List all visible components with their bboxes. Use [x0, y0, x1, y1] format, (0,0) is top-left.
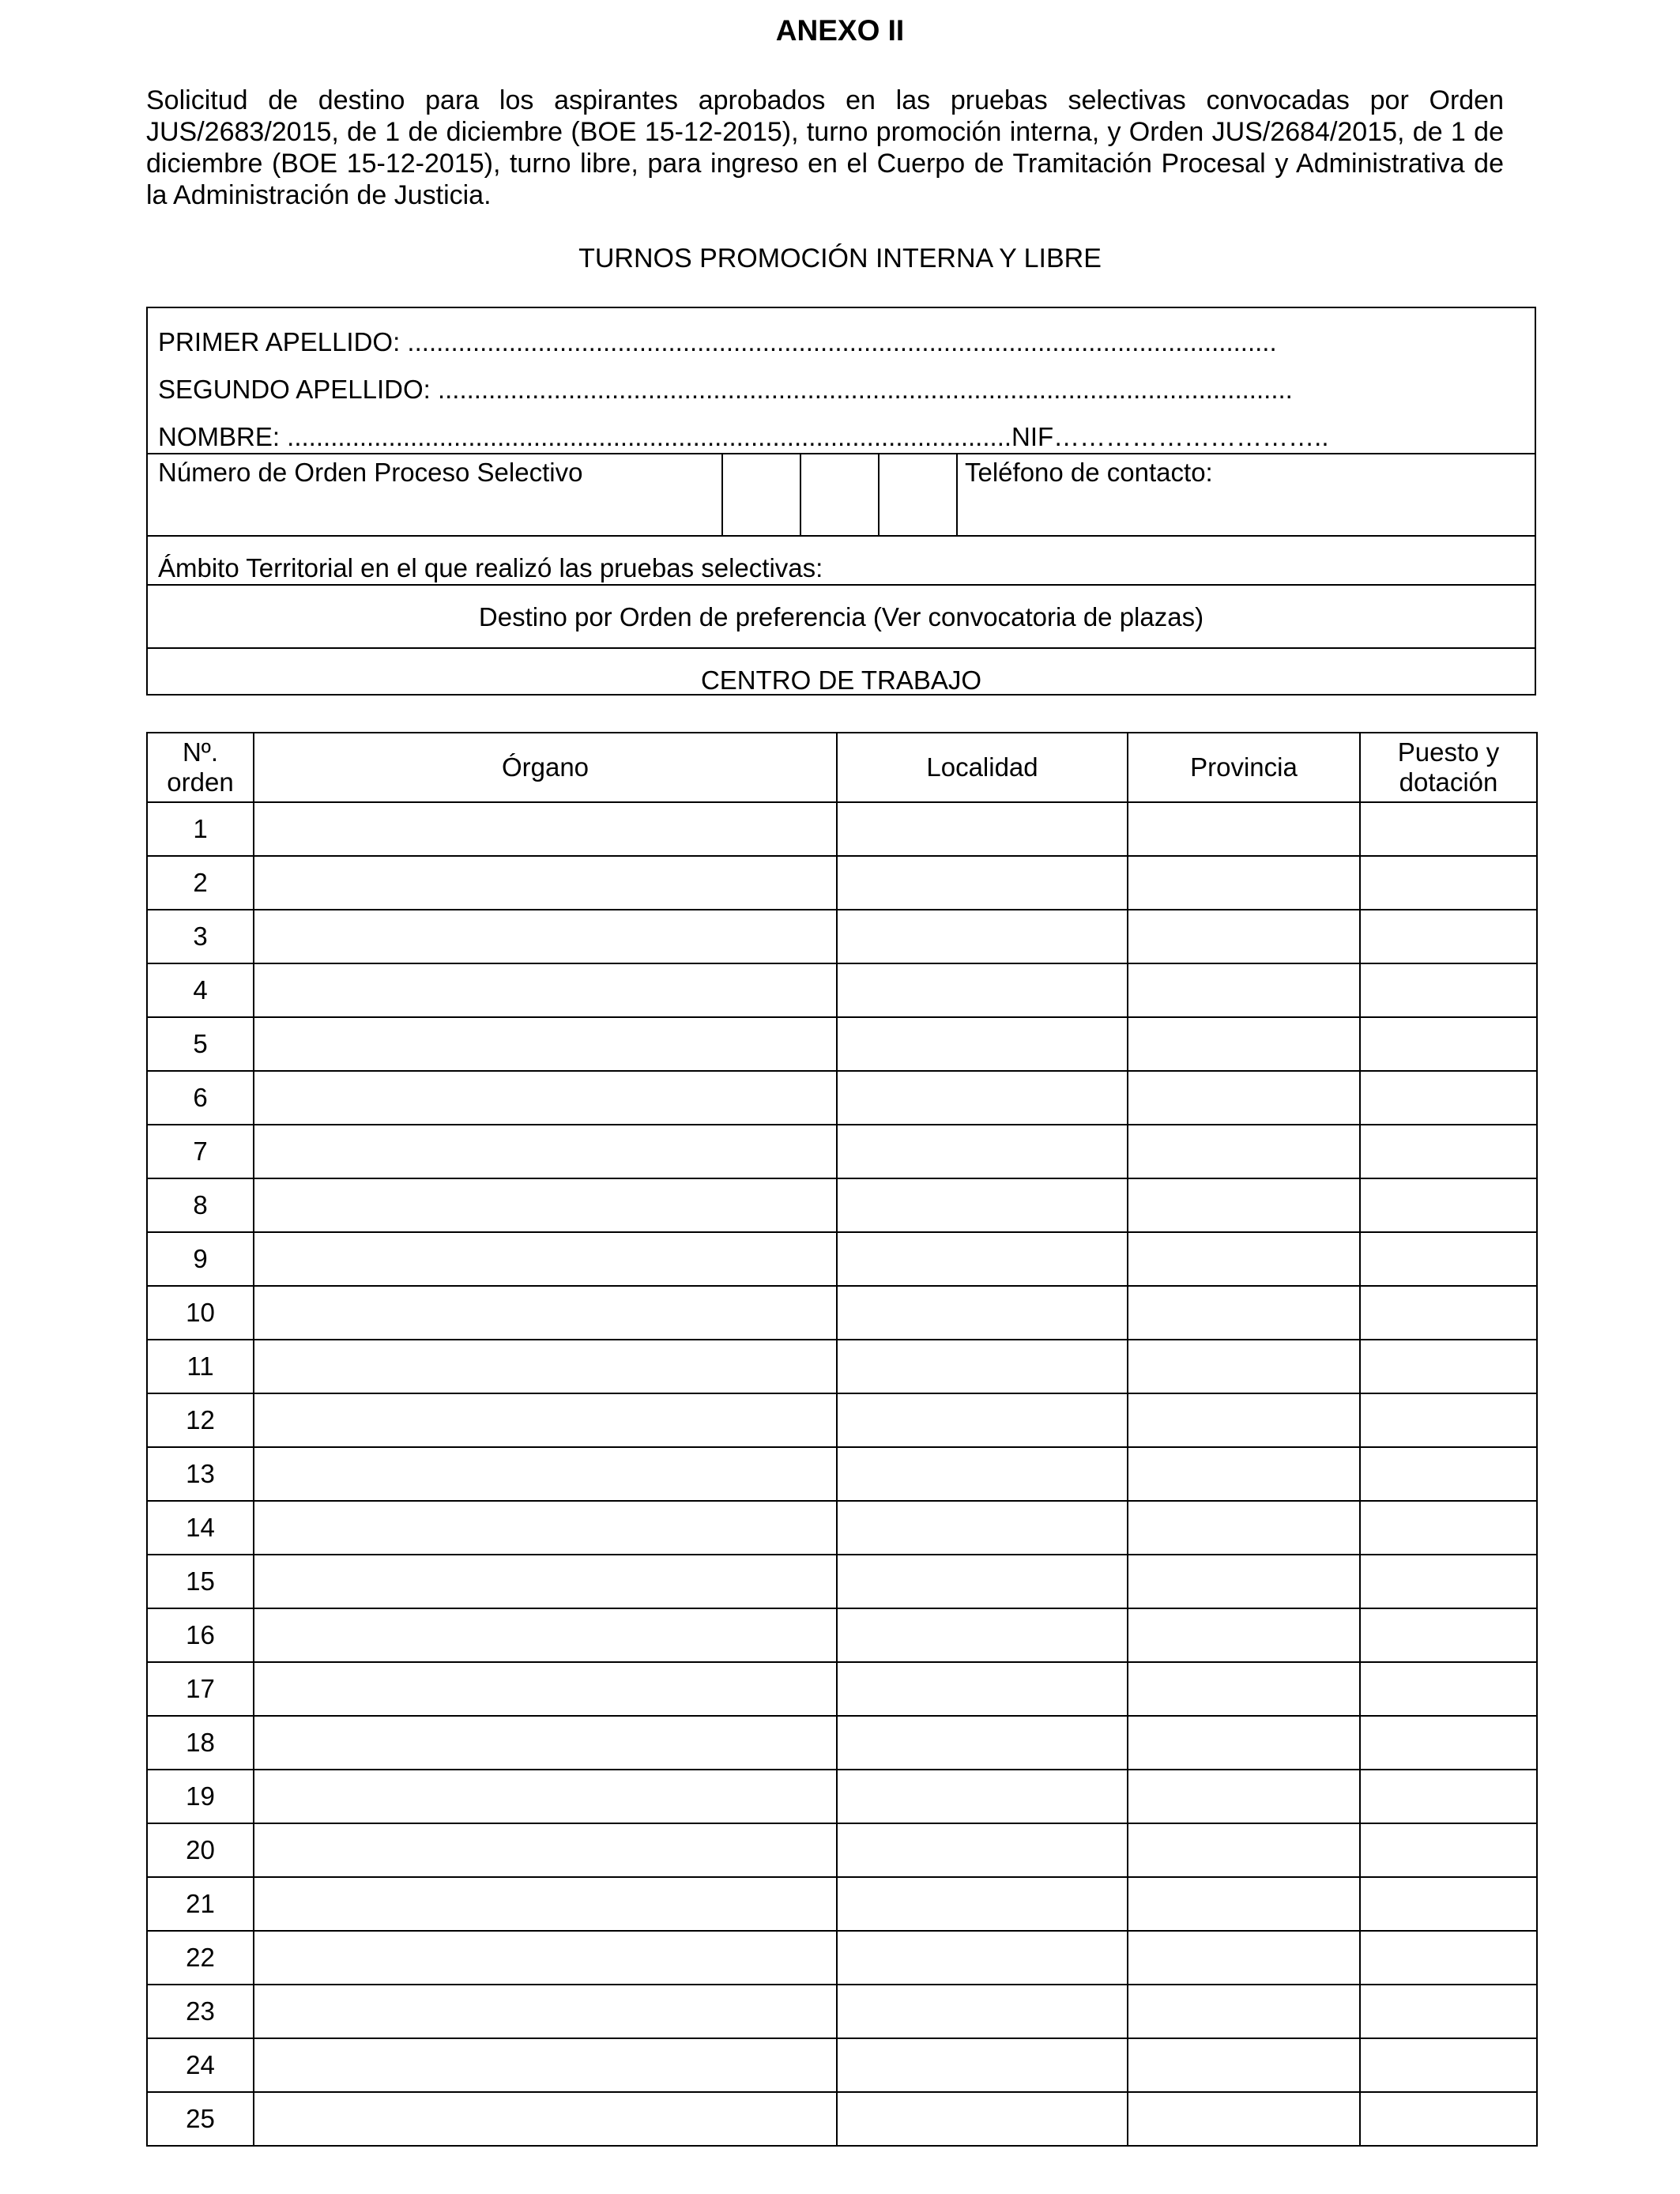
table-row — [147, 1716, 1537, 1770]
provincia-cell[interactable] — [1128, 1393, 1360, 1447]
organo-cell[interactable] — [254, 910, 837, 963]
localidad-cell[interactable] — [837, 1340, 1128, 1393]
provincia-cell[interactable] — [1128, 1985, 1360, 2038]
organo-cell[interactable] — [254, 1501, 837, 1555]
organo-cell[interactable] — [254, 2038, 837, 2092]
table-row — [147, 1931, 1537, 1985]
localidad-cell[interactable] — [837, 1931, 1128, 1985]
puesto-dotacion-cell[interactable] — [1360, 1931, 1537, 1985]
table-row — [147, 1232, 1537, 1286]
puesto-dotacion-cell[interactable] — [1360, 1393, 1537, 1447]
organo-cell[interactable] — [254, 1447, 837, 1501]
organo-cell[interactable] — [254, 1017, 837, 1071]
primer-apellido-field[interactable]: PRIMER APELLIDO: ........................................................................................................................ — [158, 327, 1277, 356]
row-number: 6 — [147, 1071, 254, 1125]
table-row — [147, 1823, 1537, 1877]
row-number: 22 — [147, 1931, 254, 1985]
organo-cell[interactable] — [254, 1232, 837, 1286]
localidad-cell[interactable] — [837, 802, 1128, 856]
puesto-dotacion-cell[interactable] — [1360, 1071, 1537, 1125]
table-row — [147, 1017, 1537, 1071]
applicant-form-box — [146, 307, 1536, 696]
row-number: 13 — [147, 1447, 254, 1501]
provincia-cell[interactable] — [1128, 1931, 1360, 1985]
row-number: 16 — [147, 1608, 254, 1662]
divider — [956, 453, 958, 535]
table-row — [147, 1125, 1537, 1178]
destination-table — [146, 732, 1538, 2147]
divider — [148, 584, 1535, 586]
localidad-cell[interactable] — [837, 910, 1128, 963]
provincia-cell[interactable] — [1128, 1340, 1360, 1393]
localidad-cell[interactable] — [837, 2092, 1128, 2146]
organo-cell[interactable] — [254, 856, 837, 910]
destino-preferencia-label: Destino por Orden de preferencia (Ver convocatoria de plazas) — [478, 602, 1204, 631]
nombre-nif-field[interactable]: NOMBRE: ....................................................................................................NIF………………………….. — [158, 422, 1329, 451]
row-number: 4 — [147, 963, 254, 1017]
localidad-cell[interactable] — [837, 1071, 1128, 1125]
row-number: 25 — [147, 2092, 254, 2146]
organo-cell[interactable] — [254, 1770, 837, 1823]
table-row — [147, 2038, 1537, 2092]
puesto-dotacion-cell[interactable] — [1360, 1178, 1537, 1232]
localidad-cell[interactable] — [837, 1608, 1128, 1662]
table-row — [147, 1662, 1537, 1716]
provincia-cell[interactable] — [1128, 1125, 1360, 1178]
organo-cell[interactable] — [254, 1340, 837, 1393]
provincia-cell[interactable] — [1128, 963, 1360, 1017]
row-number: 24 — [147, 2038, 254, 2092]
organo-cell[interactable] — [254, 1393, 837, 1447]
localidad-cell[interactable] — [837, 1770, 1128, 1823]
provincia-cell[interactable] — [1128, 802, 1360, 856]
provincia-cell[interactable] — [1128, 1501, 1360, 1555]
table-row — [147, 802, 1537, 856]
row-number: 10 — [147, 1286, 254, 1340]
localidad-cell[interactable] — [837, 856, 1128, 910]
puesto-dotacion-cell[interactable] — [1360, 1608, 1537, 1662]
organo-cell[interactable] — [254, 1178, 837, 1232]
localidad-cell[interactable] — [837, 2038, 1128, 2092]
puesto-dotacion-cell[interactable] — [1360, 1125, 1537, 1178]
provincia-cell[interactable] — [1128, 1662, 1360, 1716]
puesto-dotacion-cell[interactable] — [1360, 1232, 1537, 1286]
localidad-cell[interactable] — [837, 1286, 1128, 1340]
table-row — [147, 1393, 1537, 1447]
divider — [721, 453, 723, 535]
divider — [148, 535, 1535, 537]
puesto-dotacion-cell[interactable] — [1360, 963, 1537, 1017]
organo-cell[interactable] — [254, 1286, 837, 1340]
row-number: 1 — [147, 802, 254, 856]
puesto-dotacion-cell[interactable] — [1360, 802, 1537, 856]
row-number: 5 — [147, 1017, 254, 1071]
document-subtitle: TURNOS PROMOCIÓN INTERNA Y LIBRE — [578, 243, 1102, 273]
provincia-cell[interactable] — [1128, 856, 1360, 910]
localidad-cell[interactable] — [837, 1125, 1128, 1178]
localidad-cell[interactable] — [837, 1017, 1128, 1071]
organo-cell[interactable] — [254, 1125, 837, 1178]
column-header-localidad: Localidad — [837, 733, 1128, 802]
organo-cell[interactable] — [254, 1716, 837, 1770]
table-row — [147, 1555, 1537, 1608]
telefono-contacto-field[interactable]: Teléfono de contacto: — [965, 458, 1213, 487]
table-row — [147, 1985, 1537, 2038]
localidad-cell[interactable] — [837, 1447, 1128, 1501]
localidad-cell[interactable] — [837, 1823, 1128, 1877]
puesto-dotacion-cell[interactable] — [1360, 1823, 1537, 1877]
localidad-cell[interactable] — [837, 1555, 1128, 1608]
puesto-dotacion-cell[interactable] — [1360, 1877, 1537, 1931]
provincia-cell[interactable] — [1128, 1071, 1360, 1125]
localidad-cell[interactable] — [837, 1985, 1128, 2038]
puesto-dotacion-cell[interactable] — [1360, 856, 1537, 910]
localidad-cell[interactable] — [837, 1662, 1128, 1716]
provincia-cell[interactable] — [1128, 1877, 1360, 1931]
table-row — [147, 1178, 1537, 1232]
organo-cell[interactable] — [254, 1608, 837, 1662]
segundo-apellido-field[interactable]: SEGUNDO APELLIDO: ...................................................................................................................... — [158, 375, 1293, 404]
puesto-dotacion-cell[interactable] — [1360, 2038, 1537, 2092]
row-number: 18 — [147, 1716, 254, 1770]
row-number: 8 — [147, 1178, 254, 1232]
intro-paragraph: Solicitud de destino para los aspirantes aprobados en las pruebas selectivas convocadas por Orden JUS/2683/2015, de 1 de diciembre (BOE 15-12-2015), turno promoción interna, y Orden JUS/2684/2015, de 1 de diciembre (BOE 15-12-2015), turno libre, para ingreso en el Cuerpo de Tramitación Procesal y Administrativa de la Administración de Justicia. — [146, 85, 1504, 210]
organo-cell[interactable] — [254, 2092, 837, 2146]
organo-cell[interactable] — [254, 1071, 837, 1125]
provincia-cell[interactable] — [1128, 1770, 1360, 1823]
localidad-cell[interactable] — [837, 1393, 1128, 1447]
localidad-cell[interactable] — [837, 1178, 1128, 1232]
localidad-cell[interactable] — [837, 1716, 1128, 1770]
table-row — [147, 1071, 1537, 1125]
row-number: 3 — [147, 910, 254, 963]
column-header-numero-orden: Nº. orden — [147, 733, 254, 802]
puesto-dotacion-cell[interactable] — [1360, 1501, 1537, 1555]
table-row — [147, 1501, 1537, 1555]
row-number: 15 — [147, 1555, 254, 1608]
puesto-dotacion-cell[interactable] — [1360, 910, 1537, 963]
document-title: ANEXO II — [775, 14, 905, 47]
divider — [800, 453, 801, 535]
row-number: 2 — [147, 856, 254, 910]
puesto-dotacion-cell[interactable] — [1360, 1447, 1537, 1501]
organo-cell[interactable] — [254, 1823, 837, 1877]
provincia-cell[interactable] — [1128, 910, 1360, 963]
puesto-dotacion-cell[interactable] — [1360, 1340, 1537, 1393]
column-header-puesto-dotacion: Puesto y dotación — [1360, 733, 1537, 802]
table-row — [147, 1608, 1537, 1662]
localidad-cell[interactable] — [837, 1877, 1128, 1931]
table-row — [147, 963, 1537, 1017]
table-row — [147, 856, 1537, 910]
organo-cell[interactable] — [254, 1877, 837, 1931]
provincia-cell[interactable] — [1128, 1178, 1360, 1232]
table-row — [147, 910, 1537, 963]
table-row — [147, 1340, 1537, 1393]
divider — [148, 647, 1535, 649]
row-number: 7 — [147, 1125, 254, 1178]
localidad-cell[interactable] — [837, 1501, 1128, 1555]
organo-cell[interactable] — [254, 1985, 837, 2038]
centro-trabajo-label: CENTRO DE TRABAJO — [700, 665, 982, 695]
provincia-cell[interactable] — [1128, 1823, 1360, 1877]
row-number: 19 — [147, 1770, 254, 1823]
organo-cell[interactable] — [254, 1555, 837, 1608]
puesto-dotacion-cell[interactable] — [1360, 1985, 1537, 2038]
provincia-cell[interactable] — [1128, 1447, 1360, 1501]
column-header-organo: Órgano — [254, 733, 837, 802]
ambito-territorial-field[interactable]: Ámbito Territorial en el que realizó las pruebas selectivas: — [158, 553, 823, 582]
row-number: 12 — [147, 1393, 254, 1447]
provincia-cell[interactable] — [1128, 2092, 1360, 2146]
provincia-cell[interactable] — [1128, 1017, 1360, 1071]
provincia-cell[interactable] — [1128, 1716, 1360, 1770]
organo-cell[interactable] — [254, 1662, 837, 1716]
table-row — [147, 1286, 1537, 1340]
row-number: 21 — [147, 1877, 254, 1931]
column-header-provincia: Provincia — [1128, 733, 1360, 802]
row-number: 11 — [147, 1340, 254, 1393]
provincia-cell[interactable] — [1128, 1232, 1360, 1286]
organo-cell[interactable] — [254, 963, 837, 1017]
puesto-dotacion-cell[interactable] — [1360, 1716, 1537, 1770]
row-number: 9 — [147, 1232, 254, 1286]
organo-cell[interactable] — [254, 802, 837, 856]
puesto-dotacion-cell[interactable] — [1360, 1662, 1537, 1716]
puesto-dotacion-cell[interactable] — [1360, 1286, 1537, 1340]
numero-orden-label: Número de Orden Proceso Selectivo — [158, 458, 583, 487]
table-row — [147, 1770, 1537, 1823]
divider — [878, 453, 880, 535]
row-number: 17 — [147, 1662, 254, 1716]
localidad-cell[interactable] — [837, 963, 1128, 1017]
provincia-cell[interactable] — [1128, 2038, 1360, 2092]
table-row — [147, 2092, 1537, 2146]
provincia-cell[interactable] — [1128, 1608, 1360, 1662]
divider — [148, 453, 1535, 454]
row-number: 23 — [147, 1985, 254, 2038]
row-number: 14 — [147, 1501, 254, 1555]
organo-cell[interactable] — [254, 1931, 837, 1985]
puesto-dotacion-cell[interactable] — [1360, 1555, 1537, 1608]
puesto-dotacion-cell[interactable] — [1360, 2092, 1537, 2146]
puesto-dotacion-cell[interactable] — [1360, 1770, 1537, 1823]
provincia-cell[interactable] — [1128, 1555, 1360, 1608]
table-header-row — [147, 733, 1537, 802]
provincia-cell[interactable] — [1128, 1286, 1360, 1340]
row-number: 20 — [147, 1823, 254, 1877]
localidad-cell[interactable] — [837, 1232, 1128, 1286]
puesto-dotacion-cell[interactable] — [1360, 1017, 1537, 1071]
table-row — [147, 1447, 1537, 1501]
table-row — [147, 1877, 1537, 1931]
